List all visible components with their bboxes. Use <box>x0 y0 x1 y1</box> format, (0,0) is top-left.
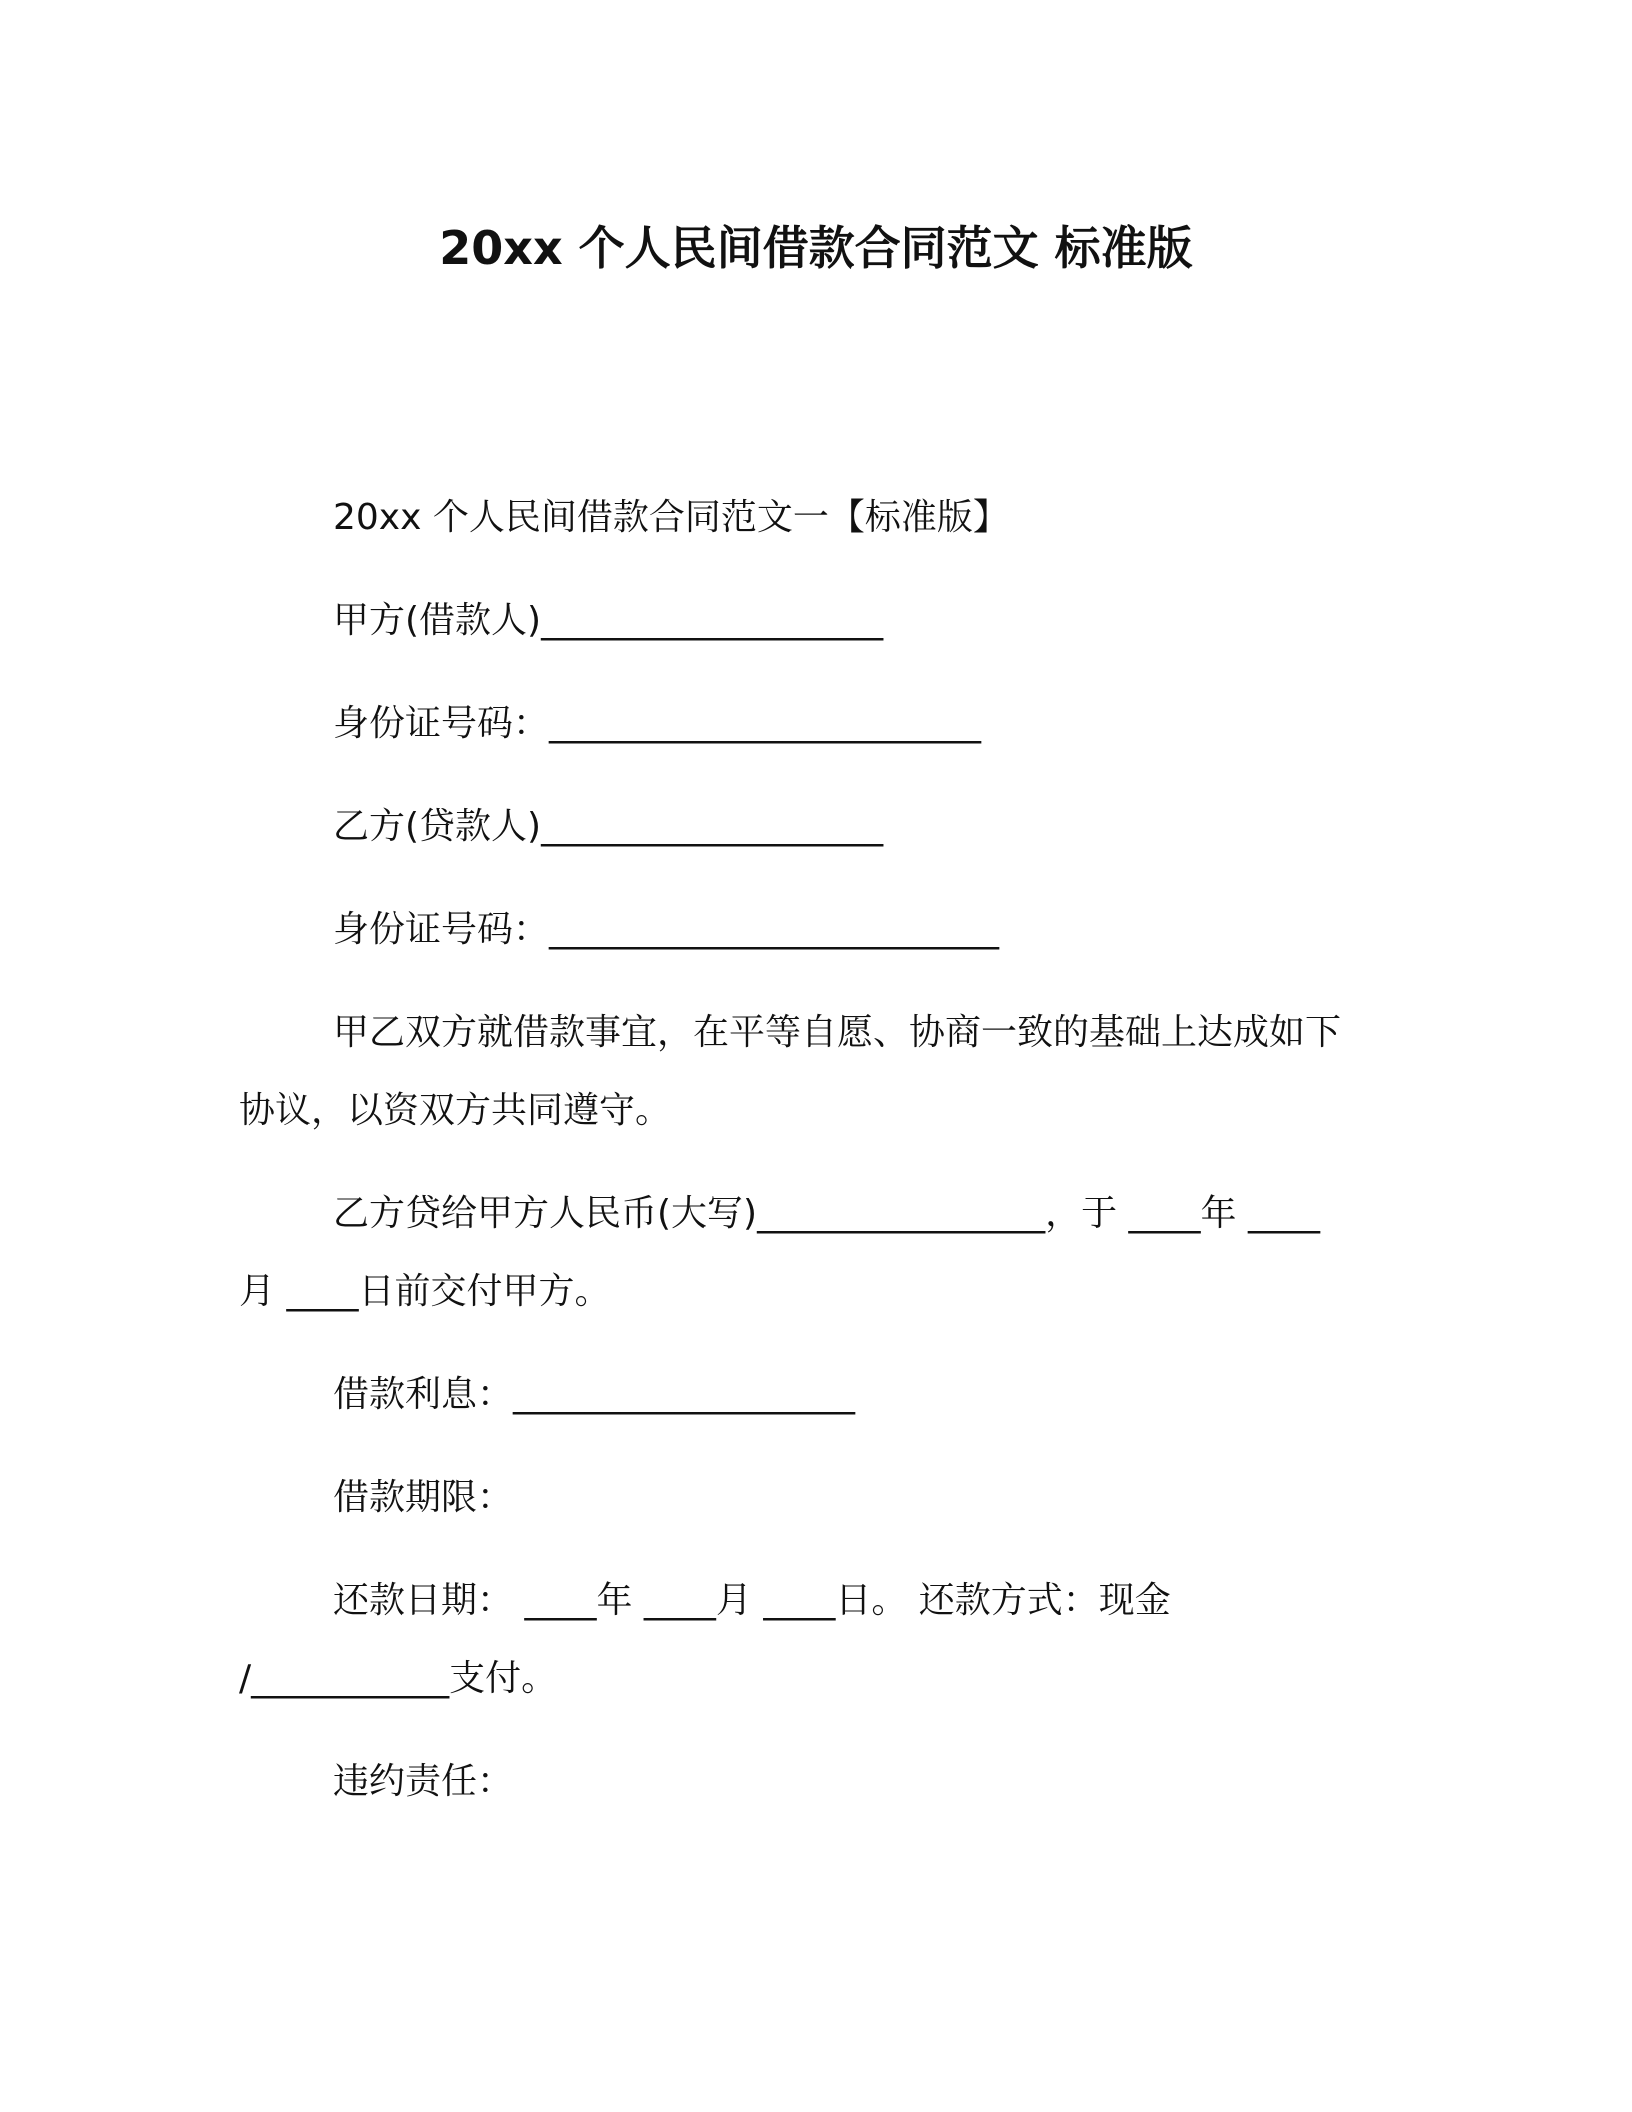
party-a-field: 甲方(借款人)___________________ <box>333 600 884 641</box>
loan-interest-field: 借款利息：___________________ <box>333 1374 856 1415</box>
loan-paragraph-line-2: 月 ____日前交付甲方。 <box>239 1271 611 1312</box>
contract-subtitle: 20xx 个人民间借款合同范文一【标准版】 <box>333 497 1009 538</box>
loan-paragraph-line-1: 乙方贷给甲方人民币(大写)________________，于 ____年 ____ <box>333 1193 1320 1234</box>
agreement-paragraph-line-1: 甲乙双方就借款事宜，在平等自愿、协商一致的基础上达成如下 <box>333 1012 1342 1053</box>
repayment-paragraph-line-1: 还款日期： ____年 ____月 ____日。 还款方式：现金 <box>333 1580 1171 1621</box>
party-b-field: 乙方(贷款人)___________________ <box>333 806 884 847</box>
party-a-id-field: 身份证号码：________________________ <box>333 703 982 744</box>
agreement-paragraph-line-2: 协议，以资双方共同遵守。 <box>239 1090 672 1131</box>
loan-term-field: 借款期限： <box>333 1477 514 1518</box>
repayment-paragraph-line-2: /___________支付。 <box>239 1658 558 1699</box>
breach-liability-heading: 违约责任： <box>333 1761 514 1802</box>
document-title: 20xx 个人民间借款合同范文 标准版 <box>439 221 1193 275</box>
party-b-id-field: 身份证号码：_________________________ <box>333 909 1000 950</box>
